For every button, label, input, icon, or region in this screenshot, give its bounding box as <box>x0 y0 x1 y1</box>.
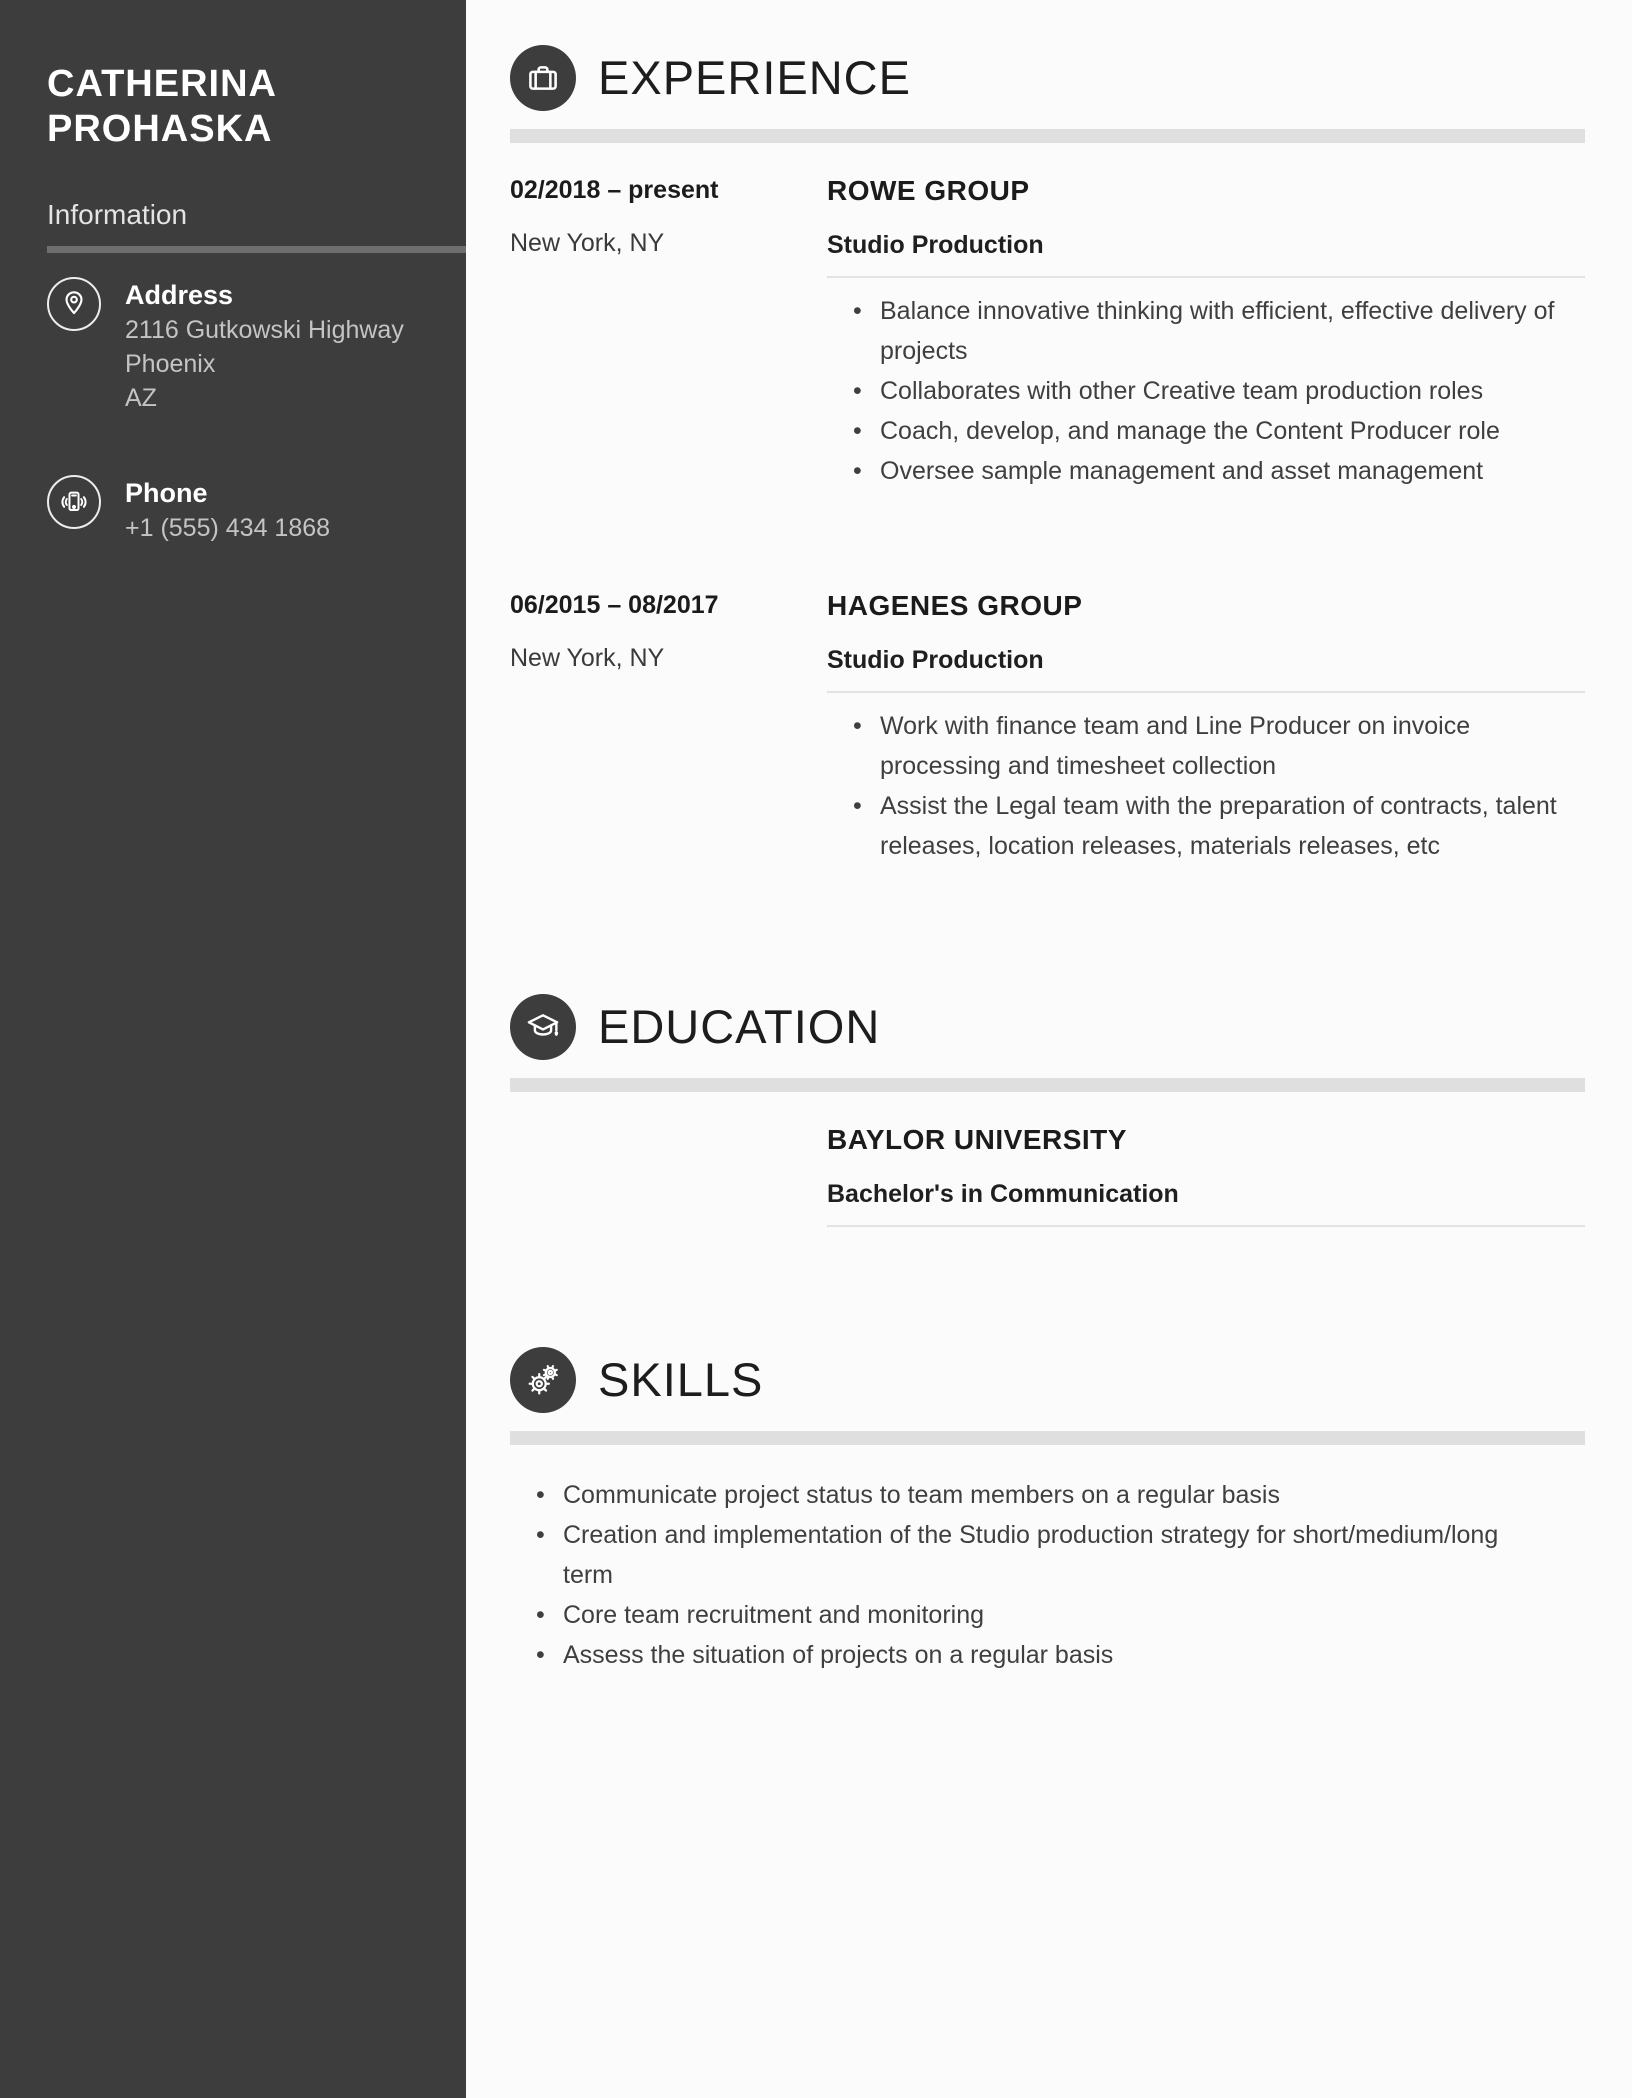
skills-bullet-list <box>510 1475 1585 1675</box>
contact-item-phone <box>47 475 466 545</box>
education-title: EDUCATION <box>598 1000 881 1053</box>
information-section-title: Information <box>47 199 188 230</box>
address-city: Phoenix <box>125 350 216 378</box>
school-name: BAYLOR UNIVERSITY <box>827 1124 1127 1155</box>
section-experience <box>510 45 1585 866</box>
experience-heading-bar <box>510 129 1585 143</box>
education-entry <box>510 1125 1585 1227</box>
section-education <box>510 994 1585 1227</box>
location-pin-icon <box>47 277 101 331</box>
briefcase-icon <box>510 45 576 111</box>
bullet-item: • Coach, develop, and manage the Content Producer role <box>827 411 1585 451</box>
skills-header <box>510 1347 1585 1413</box>
entry-dates: 06/2015 – 08/2017 <box>510 591 719 619</box>
entry-divider <box>827 1225 1585 1227</box>
information-divider <box>47 246 466 253</box>
skill-item: • Creation and implementation of the Studio production strategy for short/medium/long term <box>510 1515 1540 1595</box>
entry-company: ROWE GROUP <box>827 175 1030 206</box>
graduation-cap-icon <box>510 994 576 1060</box>
entry-divider <box>827 691 1585 693</box>
skill-item: • Core team recruitment and monitoring <box>510 1595 1540 1635</box>
education-header <box>510 994 1585 1060</box>
gears-icon <box>510 1347 576 1413</box>
degree-name: Bachelor's in Communication <box>827 1180 1179 1208</box>
phone-number: +1 (555) 434 1868 <box>125 514 331 542</box>
entry-company: HAGENES GROUP <box>827 590 1083 621</box>
main-content <box>466 0 1632 2098</box>
experience-entry <box>510 176 1585 491</box>
skills-heading-bar <box>510 1431 1585 1445</box>
contact-item-address <box>47 277 466 415</box>
section-skills <box>510 1347 1585 1675</box>
bullet-item: • Oversee sample management and asset management <box>827 451 1585 491</box>
entry-divider <box>827 276 1585 278</box>
experience-title: EXPERIENCE <box>598 51 911 104</box>
entry-bullet-list <box>827 291 1585 491</box>
address-label: Address <box>125 280 234 310</box>
entry-dates: 02/2018 – present <box>510 176 719 204</box>
skill-item: • Communicate project status to team members on a regular basis <box>510 1475 1540 1515</box>
skills-title: SKILLS <box>598 1353 764 1406</box>
education-heading-bar <box>510 1078 1585 1092</box>
phone-icon <box>47 475 101 529</box>
entry-role: Studio Production <box>827 646 1044 674</box>
address-street: 2116 Gutkowski Highway <box>125 316 404 344</box>
sidebar <box>0 0 466 2098</box>
bullet-item: • Assist the Legal team with the preparation of contracts, talent releases, location releases, materials releases, etc <box>827 786 1585 866</box>
skill-item: • Assess the situation of projects on a regular basis <box>510 1635 1540 1675</box>
bullet-item: • Collaborates with other Creative team production roles <box>827 371 1585 411</box>
entry-location: New York, NY <box>510 229 665 257</box>
entry-location: New York, NY <box>510 644 665 672</box>
entry-bullet-list <box>827 706 1585 866</box>
person-name: CATHERINA PROHASKA <box>47 63 276 150</box>
experience-header <box>510 45 1585 111</box>
bullet-item: • Balance innovative thinking with efficient, effective delivery of projects <box>827 291 1585 371</box>
bullet-item: • Work with finance team and Line Producer on invoice processing and timesheet collection <box>827 706 1585 786</box>
phone-label: Phone <box>125 478 208 508</box>
address-state: AZ <box>125 384 157 412</box>
experience-entry <box>510 591 1585 866</box>
entry-role: Studio Production <box>827 231 1044 259</box>
